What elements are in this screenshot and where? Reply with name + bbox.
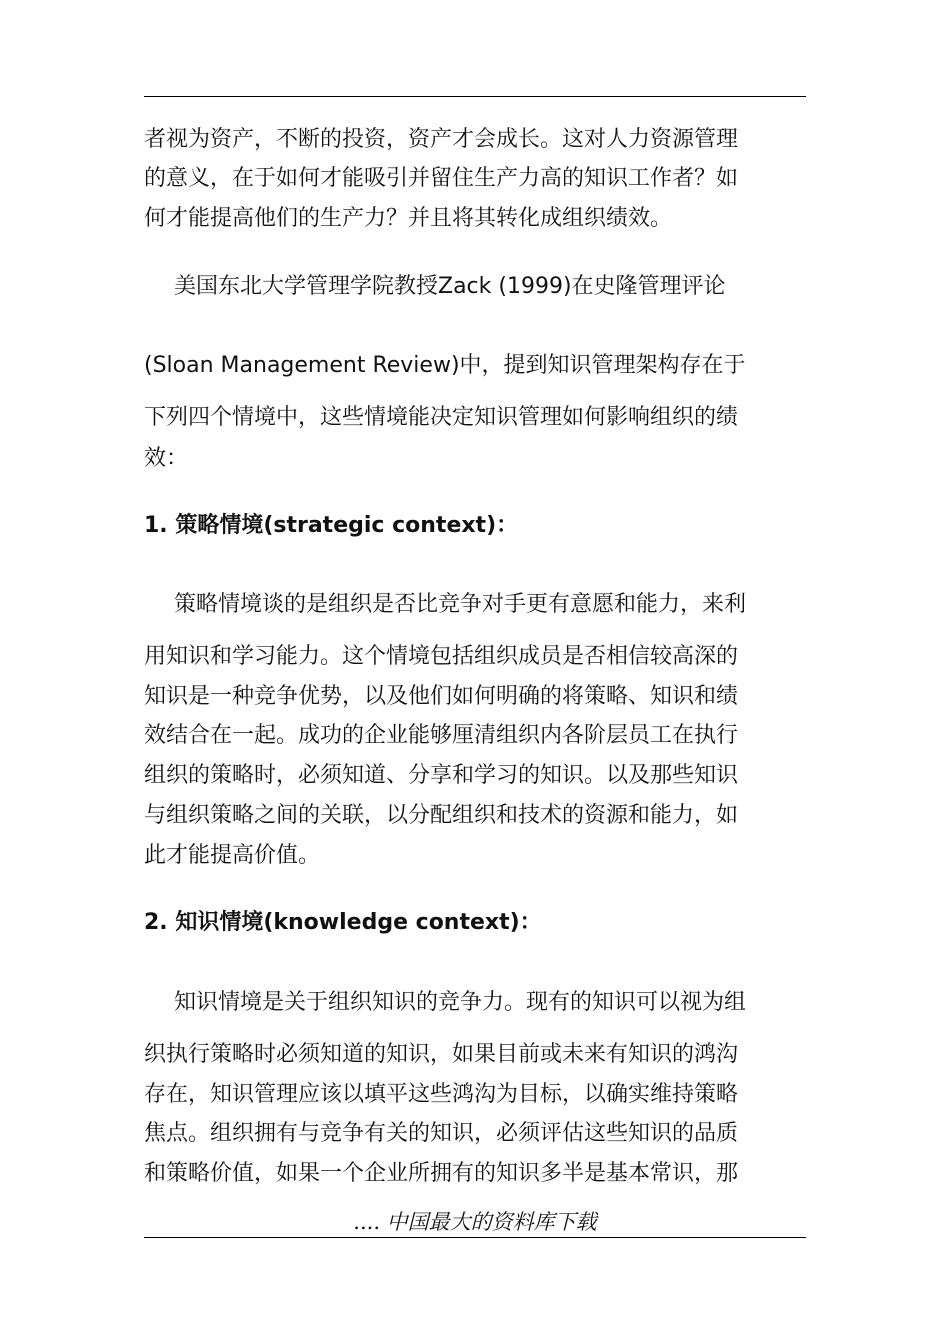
text-line: 者视为资产，不断的投资，资产才会成长。这对人力资源管理: [144, 127, 739, 152]
text-line: 效结合在一起。成功的企业能够厘清组织内各阶层员工在执行: [144, 723, 739, 748]
page-footer: .... 中国最大的资料库下载: [353, 1210, 597, 1234]
text-line: 织执行策略时必须知道的知识，如果目前或未来有知识的鸿沟: [144, 1042, 739, 1067]
text-line: 知识情境是关于组织知识的竞争力。现有的知识可以视为组: [174, 990, 747, 1015]
text-line: 下列四个情境中，这些情境能决定知识管理如何影响组织的绩: [144, 405, 739, 430]
text-line: 和策略价值，如果一个企业所拥有的知识多半是基本常识，那: [144, 1161, 739, 1186]
text-line: 效：: [144, 446, 189, 471]
header-rule: [144, 96, 806, 97]
text-line: 组织的策略时，必须知道、分享和学习的知识。以及那些知识: [144, 763, 739, 788]
text-line: 策略情境谈的是组织是否比竞争对手更有意愿和能力，来利: [174, 592, 747, 617]
text-line: 此才能提高价值。: [144, 843, 321, 868]
text-line: 何才能提高他们的生产力？并且将其转化成组织绩效。: [144, 206, 673, 231]
section-heading-knowledge: 2. 知识情境(knowledge context)：: [144, 910, 542, 935]
text-line: 用知识和学习能力。这个情境包括组织成员是否相信较高深的: [144, 644, 739, 669]
text-line: 美国东北大学管理学院教授Zack (1999)在史隆管理评论: [174, 274, 726, 299]
text-line: 存在，知识管理应该以填平这些鸿沟为目标，以确实维持策略: [144, 1082, 739, 1107]
section-heading-strategic: 1. 策略情境(strategic context)：: [144, 513, 519, 538]
text-line: 知识是一种竞争优势，以及他们如何明确的将策略、知识和绩: [144, 684, 739, 709]
text-line: 的意义，在于如何才能吸引并留住生产力高的知识工作者？如: [144, 166, 739, 191]
text-line: 焦点。组织拥有与竞争有关的知识，必须评估这些知识的品质: [144, 1121, 739, 1146]
text-line: 与组织策略之间的关联，以分配组织和技术的资源和能力，如: [144, 803, 739, 828]
text-line: (Sloan Management Review)中，提到知识管理架构存在于: [144, 353, 746, 378]
footer-rule: [144, 1237, 806, 1238]
